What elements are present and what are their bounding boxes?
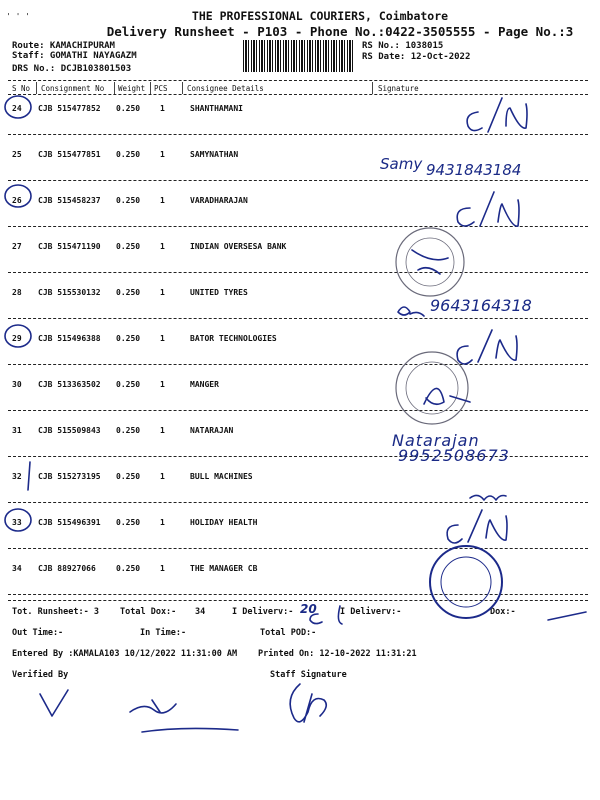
cn-signature-24 <box>467 98 527 132</box>
row-weight: 0.250 <box>116 104 141 113</box>
row-pcs: 1 <box>160 518 165 527</box>
row-pcs: 1 <box>160 242 165 251</box>
row-pcs: 1 <box>160 150 165 159</box>
runsheet-title: Delivery Runsheet - P103 - Phone No.:0422-3505555 - Page No.:3 <box>106 24 574 39</box>
row-weight: 0.250 <box>116 242 141 251</box>
entered-by: Entered By :KAMALA103 10/12/2022 11:31:00 AM <box>12 649 238 659</box>
circle-mark-24 <box>5 96 31 118</box>
row-consignee: NATARAJAN <box>190 426 234 435</box>
total-dox-value: 34 <box>195 607 206 617</box>
staff-signature <box>290 684 326 722</box>
i-delivery-2: I Deliverv:- <box>340 607 402 617</box>
signature-28 <box>398 307 424 316</box>
row-sno: 28 <box>12 288 22 297</box>
total-pod: Total POD:- <box>260 628 317 638</box>
row-sno: 34 <box>12 564 22 573</box>
row-sno: 29 <box>12 334 22 343</box>
row-weight: 0.250 <box>116 380 141 389</box>
total-dox-label: Total Dox:- <box>120 607 177 617</box>
company-title: THE PROFESSIONAL COURIERS, Coimbatore <box>191 9 449 23</box>
staff-label: Staff: GOMATHI NAYAGAZM <box>12 51 137 61</box>
row-weight: 0.250 <box>116 518 141 527</box>
row-sno: 32 <box>12 472 22 481</box>
row-sno: 33 <box>12 518 22 527</box>
row-consignment-no: CJB 515496391 <box>38 518 101 527</box>
rs-no: RS No.: 1038015 <box>362 41 444 51</box>
row-consignment-no: CJB 515458237 <box>38 196 101 205</box>
row-sno: 25 <box>12 150 22 159</box>
row-consignment-no: CJB 515477851 <box>38 150 101 159</box>
row-sno: 31 <box>12 426 22 435</box>
row-pcs: 1 <box>160 288 165 297</box>
row-consignee: BULL MACHINES <box>190 472 253 481</box>
row-pcs: 1 <box>160 380 165 389</box>
i-delivery-1: I Deliverv:- <box>232 607 294 617</box>
row-pcs: 1 <box>160 334 165 343</box>
row-consignment-no: CJB 513363502 <box>38 380 101 389</box>
row-weight: 0.250 <box>116 426 141 435</box>
row-consignment-no: CJB 515471190 <box>38 242 101 251</box>
hand-natarajan-phone: 9952508673 <box>398 446 510 465</box>
row-pcs: 1 <box>160 104 165 113</box>
signature-32 <box>470 495 506 500</box>
row-consignee: SHANTHAMANI <box>190 104 243 113</box>
row-consignee: HOLIDAY HEALTH <box>190 518 258 527</box>
row-pcs: 1 <box>160 426 165 435</box>
hand-samy-phone: 9431843184 <box>426 161 522 179</box>
col-sno: S No <box>12 84 31 93</box>
col-consignee: Consignee Details <box>187 84 264 93</box>
tot-runsheet: Tot. Runsheet:- 3 <box>12 607 99 617</box>
verified-by: Verified By <box>12 670 69 680</box>
cn-signature-33 <box>447 510 507 543</box>
row-pcs: 1 <box>160 196 165 205</box>
col-consignment: Consignment No <box>41 84 105 93</box>
drs-label: DRS No.: DCJB103801503 <box>12 64 132 74</box>
row-consignee: UNITED TYRES <box>190 288 248 297</box>
stamp-manger <box>396 352 468 424</box>
row-consignment-no: CJB 515273195 <box>38 472 101 481</box>
verifier-signature <box>130 700 238 732</box>
corner-mark: ' ' ' <box>6 12 31 21</box>
row-weight: 0.250 <box>116 334 141 343</box>
row-consignee: MANGER <box>190 380 219 389</box>
rs-date: RS Date: 12-Oct-2022 <box>362 52 471 62</box>
col-pcs: PCS <box>154 84 168 93</box>
row-sno: 30 <box>12 380 22 389</box>
verified-signature <box>40 690 68 716</box>
in-time: In Time:- <box>140 628 187 638</box>
row-pcs: 1 <box>160 564 165 573</box>
row-consignee: VARADHARAJAN <box>190 196 248 205</box>
row-consignee: BATOR TECHNOLOGIES <box>190 334 277 343</box>
tick-mark-32 <box>28 462 30 490</box>
row-weight: 0.250 <box>116 472 141 481</box>
row-consignment-no: CJB 515509843 <box>38 426 101 435</box>
row-weight: 0.250 <box>116 288 141 297</box>
cn-signature-26 <box>457 192 519 226</box>
row-pcs: 1 <box>160 472 165 481</box>
col-weight: Weight <box>118 84 146 93</box>
row-sno: 26 <box>12 196 22 205</box>
circle-mark-29 <box>5 325 31 347</box>
col-signature: Signature <box>378 84 419 93</box>
cn-signature-29 <box>457 330 517 364</box>
row-consignee: SAMYNATHAN <box>190 150 239 159</box>
printed-on: Printed On: 12-10-2022 11:31:21 <box>258 649 417 659</box>
row-weight: 0.250 <box>116 564 141 573</box>
row-weight: 0.250 <box>116 196 141 205</box>
row-weight: 0.250 <box>116 150 141 159</box>
out-time: Out Time:- <box>12 628 64 638</box>
row-consignee: INDIAN OVERSESA BANK <box>190 242 287 251</box>
row-sno: 27 <box>12 242 22 251</box>
circle-mark-26 <box>5 185 31 207</box>
row-consignment-no: CJB 88927066 <box>38 564 96 573</box>
row-consignment-no: CJB 515477852 <box>38 104 101 113</box>
route-label: Route: KAMACHIPURAM <box>12 41 115 51</box>
hand-total-pod: 20 <box>300 602 317 616</box>
hand-samy: Samy <box>380 155 423 173</box>
row-consignee: THE MANAGER CB <box>190 564 258 573</box>
row-consignment-no: CJB 515530132 <box>38 288 101 297</box>
dox-label: Dox:- <box>490 607 516 617</box>
hand-phone-28: 9643164318 <box>430 296 532 315</box>
circle-mark-33 <box>5 509 31 531</box>
staff-signature-label: Staff Signature <box>270 670 347 680</box>
hand-natarajan: Natarajan <box>392 431 480 450</box>
row-consignment-no: CJB 515496388 <box>38 334 101 343</box>
row-sno: 24 <box>12 104 22 113</box>
